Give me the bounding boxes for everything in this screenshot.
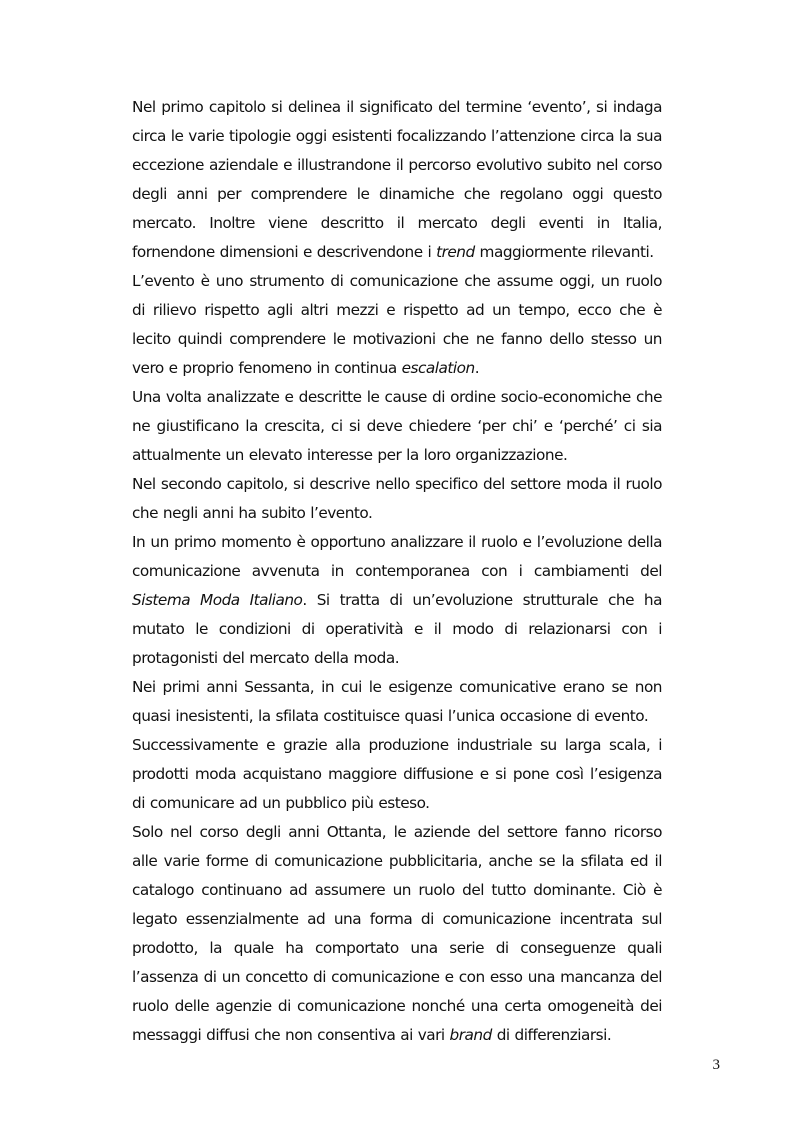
paragraph (132, 383, 662, 470)
paragraph (132, 818, 662, 1050)
paragraph (132, 470, 662, 528)
italic-term: Sistema Moda Italiano (132, 591, 303, 609)
body-text (132, 93, 662, 1050)
italic-term: trend (436, 243, 475, 261)
paragraph (132, 528, 662, 673)
paragraph-text: Nel primo capitolo si delinea il significato del termine ‘evento’, si indaga circa le varie tipologie oggi esistenti focalizzando l’attenzione circa la sua eccezione aziendale e illustrandone il percorso evolutivo subito nel corso degli anni per comprendere le dinamiche che regolano oggi questo mercato. Inoltre viene descritto il mercato degli eventi in Italia, fornendone dimensioni e descrivendone i (132, 98, 662, 261)
paragraph (132, 267, 662, 383)
paragraph-text: maggiormente rilevanti. (474, 243, 654, 261)
paragraph-text: di differenziarsi. (491, 1026, 612, 1044)
paragraph-text: Nei primi anni Sessanta, in cui le esigenze comunicative erano se non quasi inesistenti, la sfilata costituisce quasi l’unica occasione di evento. (132, 678, 662, 725)
italic-term: escalation (401, 359, 475, 377)
paragraph-text: Una volta analizzate e descritte le cause di ordine socio-economiche che ne giustificano la crescita, ci si deve chiedere ‘per chi’ e ‘perché’ ci sia attualmente un elevato interesse per la loro organizzazione. (132, 388, 662, 464)
paragraph-text: . Si tratta di un’evoluzione strutturale che ha mutato le condizioni di operatività e il modo di relazionarsi con i protagonisti del mercato della moda. (132, 591, 663, 667)
paragraph-text: . (474, 359, 480, 377)
italic-term: brand (449, 1026, 492, 1044)
paragraph-text: Solo nel corso degli anni Ottanta, le aziende del settore fanno ricorso alle varie forme di comunicazione pubblicitaria, anche se la sfilata ed il catalogo continuano ad assumere un ruolo del tutto dominante. Ciò è legato essenzialmente ad una forma di comunicazione incentrata sul prodotto, la quale ha comportato una serie di conseguenze quali l’assenza di un concetto di comunicazione e con esso una mancanza del ruolo delle agenzie di comunicazione nonché una certa omogeneità dei messaggi diffusi che non consentiva ai vari (132, 823, 662, 1044)
paragraph-text: Successivamente e grazie alla produzione industriale su larga scala, i prodotti moda acquistano maggiore diffusione e si pone così l’esigenza di comunicare ad un pubblico più esteso. (132, 736, 662, 812)
page-number: 3 (712, 1057, 720, 1073)
paragraph (132, 93, 662, 267)
paragraph (132, 731, 662, 818)
paragraph-text: Nel secondo capitolo, si descrive nello specifico del settore moda il ruolo che negli anni ha subito l’evento. (132, 475, 662, 522)
paragraph-text: L’evento è uno strumento di comunicazione che assume oggi, un ruolo di rilievo rispetto agli altri mezzi e rispetto ad un tempo, ecco che è lecito quindi comprendere le motivazioni che ne fanno dello stesso un vero e proprio fenomeno in continua (132, 272, 662, 377)
paragraph (132, 673, 662, 731)
paragraph-text: In un primo momento è opportuno analizzare il ruolo e l’evoluzione della comunicazione avvenuta in contemporanea con i cambiamenti del (132, 533, 662, 580)
